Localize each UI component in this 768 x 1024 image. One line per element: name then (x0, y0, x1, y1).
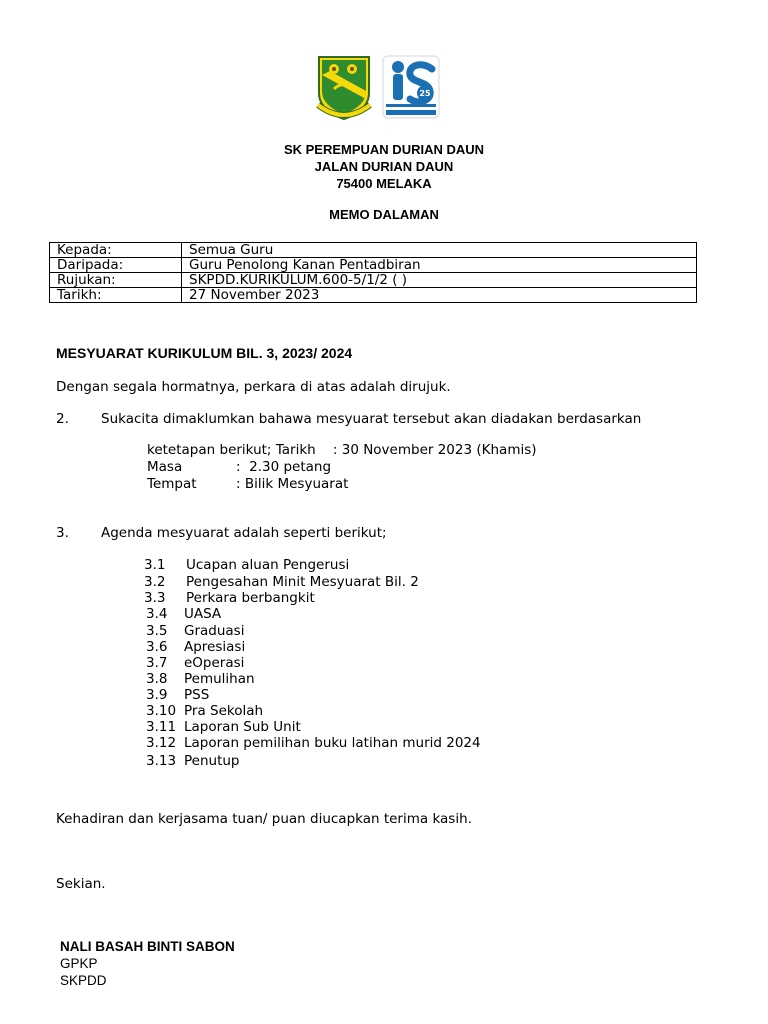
masa-value: : 2.30 petang (236, 459, 332, 475)
agenda-number: 3.9 (146, 687, 168, 703)
kepada-label: Kepada: (50, 243, 182, 258)
agenda-number: 3.4 (146, 606, 168, 622)
agenda-number: 3.8 (146, 671, 168, 687)
para2-number: 2. (56, 411, 69, 427)
kepada-value: Semua Guru (182, 243, 697, 258)
memo-subject: MESYUARAT KURIKULUM BIL. 3, 2023/ 2024 (56, 345, 353, 361)
agenda-number: 3.13 (146, 753, 177, 769)
closing-paragraph: Kehadiran dan kerjasama tuan/ puan diucapkan terima kasih. (56, 811, 472, 827)
agenda-item: Pemulihan (184, 671, 255, 687)
anniversary-badge-logo (382, 55, 440, 119)
agenda-item: Perkara berbangkit (186, 590, 315, 606)
tarikh-label: Tarikh: (50, 288, 182, 303)
table-row (50, 288, 697, 303)
agenda-item: Pengesahan Minit Mesyuarat Bil. 2 (186, 574, 419, 590)
para2-date-line: ketetapan berikut; Tarikh : 30 November 2023 (Khamis) (147, 442, 537, 458)
agenda-number: 3.3 (144, 590, 166, 606)
school-name: SK PEREMPUAN DURIAN DAUN (283, 142, 485, 157)
agenda-number: 3.12 (146, 735, 177, 751)
agenda-item: PSS (184, 687, 210, 703)
agenda-number: 3.6 (146, 639, 168, 655)
tempat-value: : Bilik Mesyuarat (236, 476, 349, 492)
para3-text: Agenda mesyuarat adalah seperti berikut; (101, 525, 387, 541)
rujukan-value: SKPDD.KURIKULUM.600-5/1/2 ( ) (182, 273, 697, 288)
agenda-item: eOperasi (184, 655, 245, 671)
memo-title: MEMO DALAMAN (329, 207, 439, 222)
agenda-item: Pra Sekolah (184, 703, 264, 719)
signatory-name: NALI BASAH BINTI SABON (60, 939, 235, 954)
agenda-item: Laporan Sub Unit (184, 719, 301, 735)
agenda-number: 3.10 (146, 703, 177, 719)
table-row (50, 273, 697, 288)
school-street: JALAN DURIAN DAUN (314, 159, 454, 174)
sign-off: Sekian. (56, 876, 106, 892)
tarikh-value: 27 November 2023 (182, 288, 697, 303)
agenda-number: 3.7 (146, 655, 168, 671)
agenda-item: Graduasi (184, 623, 245, 639)
table-row (50, 243, 697, 258)
agenda-number: 3.1 (144, 557, 166, 573)
daripada-label: Daripada: (50, 258, 182, 273)
para3-number: 3. (56, 525, 69, 541)
table-row (50, 258, 697, 273)
rujukan-label: Rujukan: (50, 273, 182, 288)
agenda-number: 3.5 (146, 623, 168, 639)
greeting-paragraph: Dengan segala hormatnya, perkara di atas adalah dirujuk. (56, 379, 451, 395)
masa-label: Masa (147, 459, 183, 475)
school-city: 75400 MELAKA (336, 176, 432, 191)
para2-text: Sukacita dimaklumkan bahawa mesyuarat tersebut akan diadakan berdasarkan (101, 411, 642, 427)
agenda-number: 3.2 (144, 574, 166, 590)
school-crest-logo (316, 55, 372, 121)
memo-details-table (49, 242, 697, 303)
agenda-item: Penutup (184, 753, 240, 769)
agenda-item: Laporan pemilihan buku latihan murid 2024 (184, 735, 481, 751)
signatory-position: GPKP (60, 956, 98, 971)
agenda-item: Apresiasi (184, 639, 246, 655)
agenda-item: Ucapan aluan Pengerusi (186, 557, 350, 573)
svg-text:25: 25 (419, 89, 431, 98)
daripada-value: Guru Penolong Kanan Pentadbiran (182, 258, 697, 273)
signatory-organization: SKPDD (60, 973, 107, 988)
tempat-label: Tempat (147, 476, 197, 492)
agenda-item: UASA (184, 606, 222, 622)
agenda-number: 3.11 (146, 719, 177, 735)
